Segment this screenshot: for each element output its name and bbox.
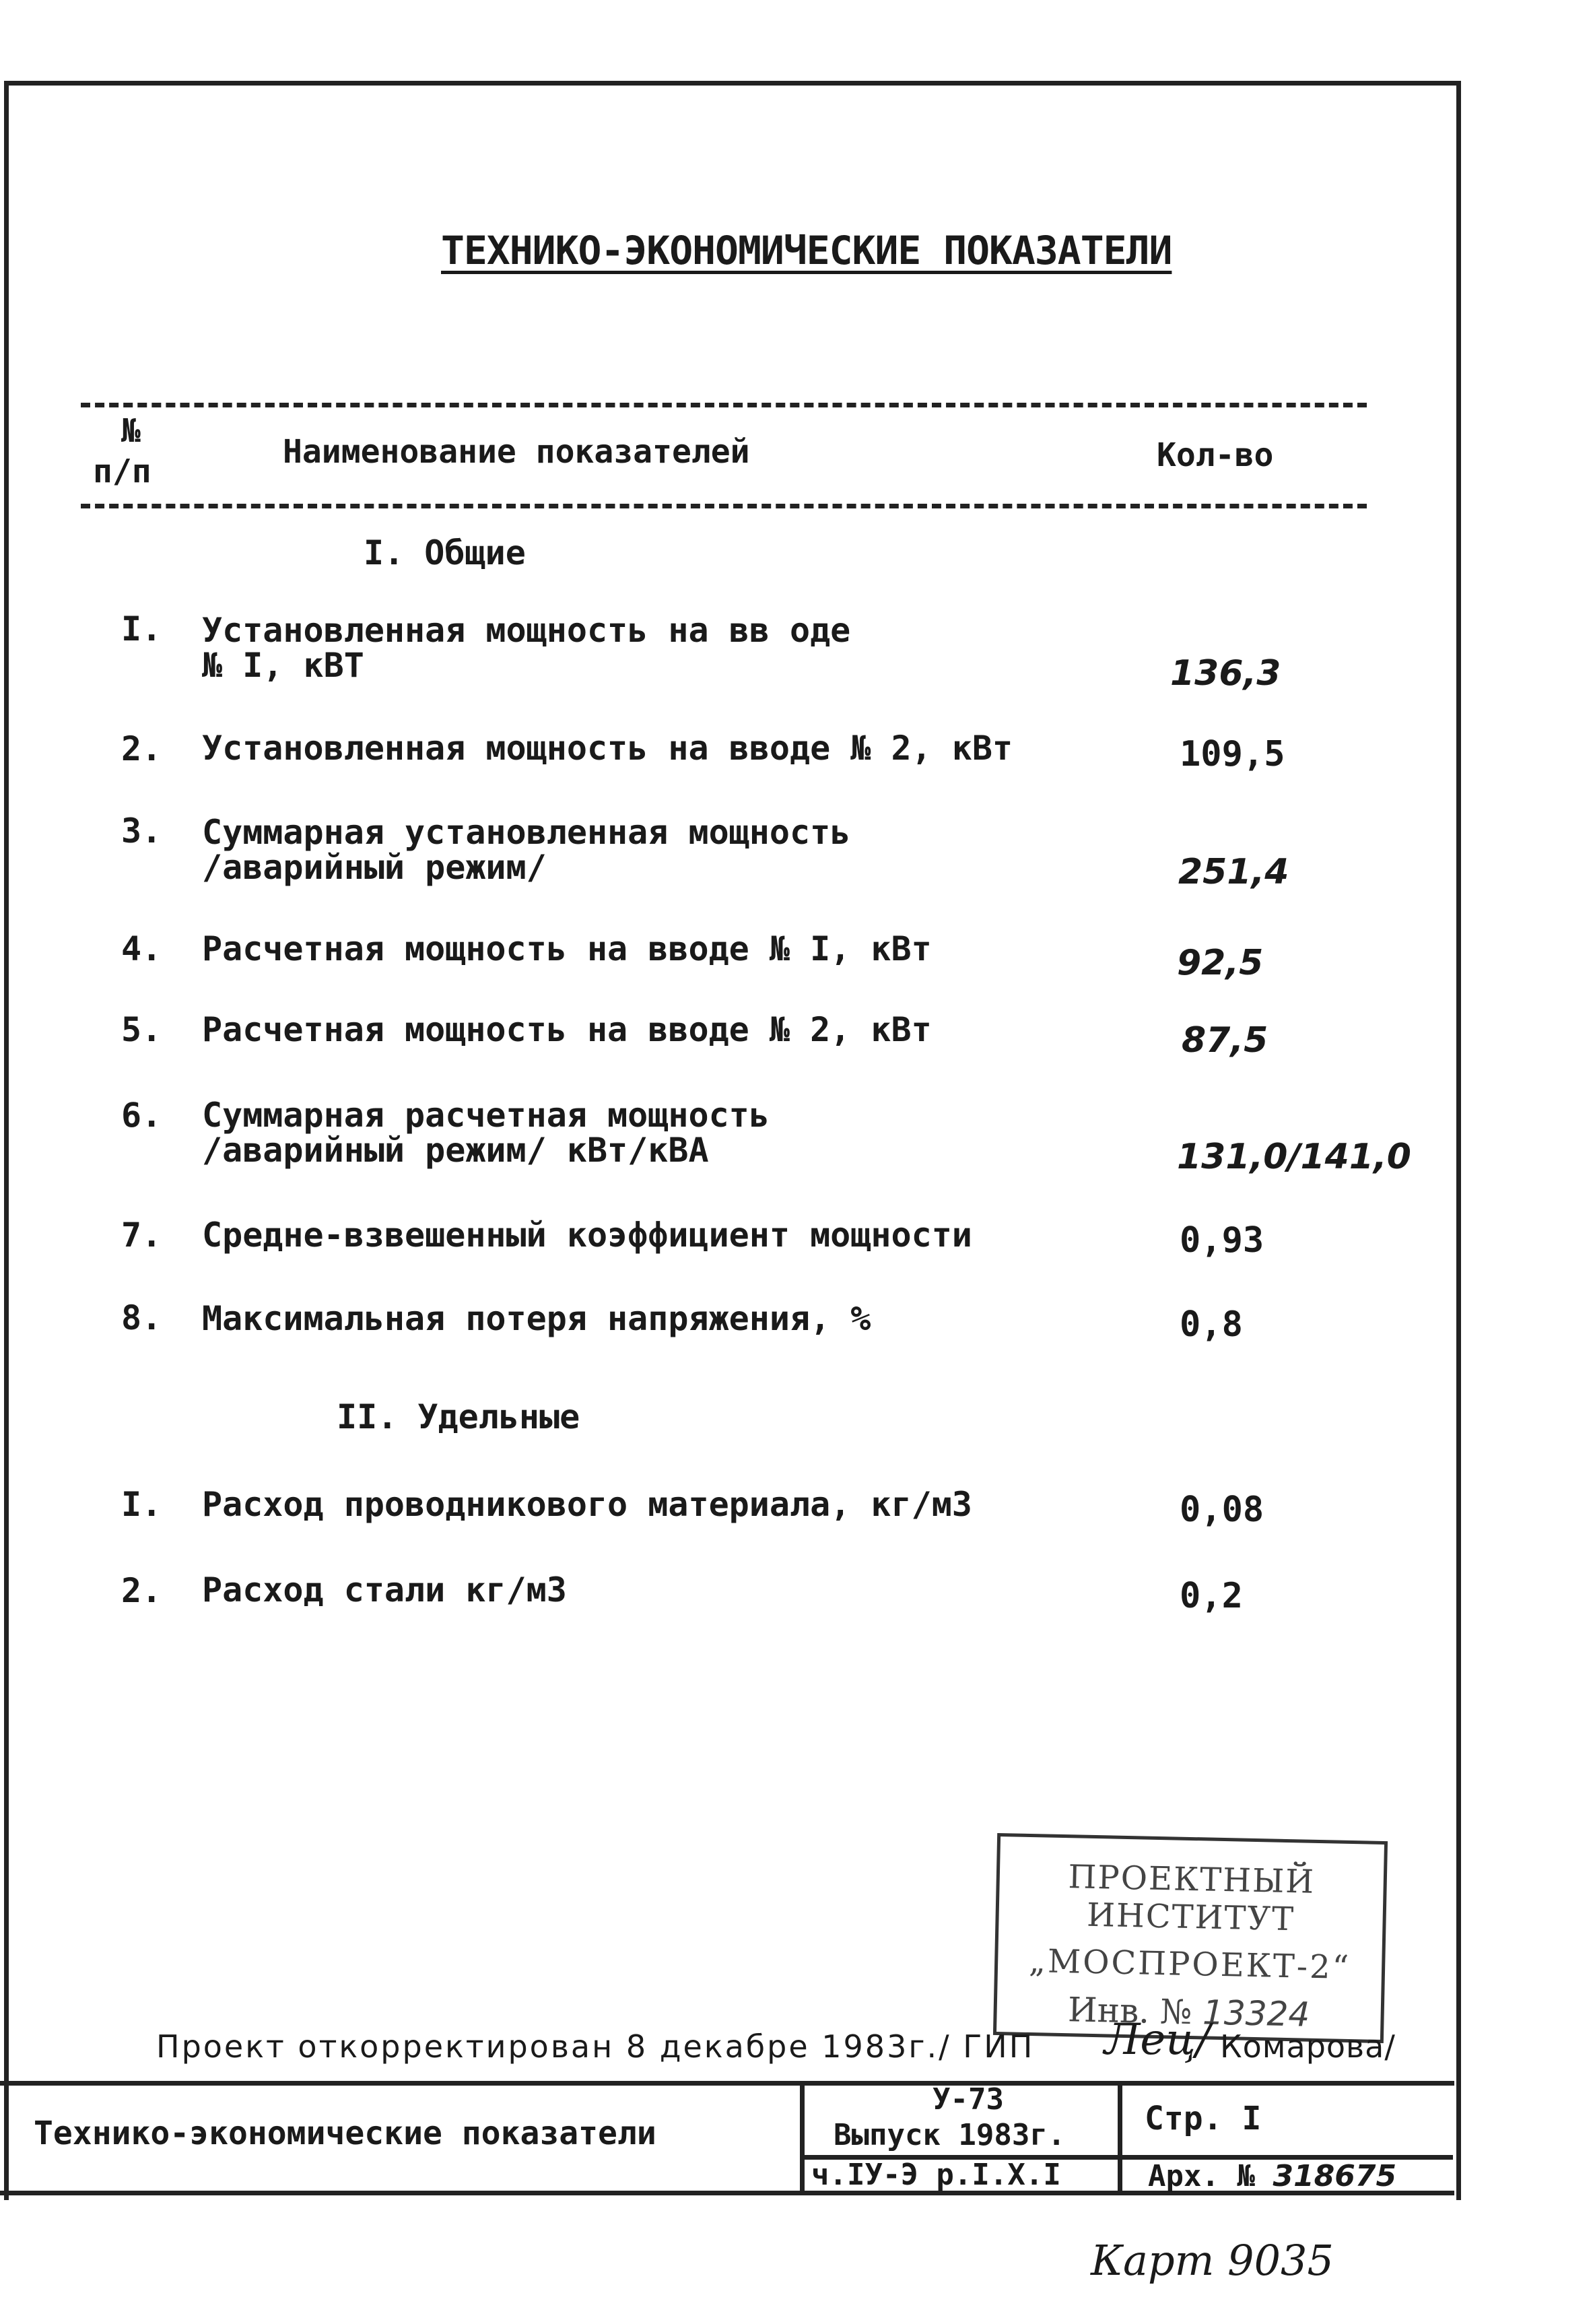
- institute-stamp: [993, 1833, 1388, 2043]
- title-block-doc-name: Технико-экономические показатели: [34, 2115, 656, 2152]
- row-name: Средне-взвешенный коэффициент мощности: [202, 1216, 972, 1255]
- row-name: Расход проводникового материала, кг/м3: [202, 1485, 972, 1524]
- title-block-divider-2: [1118, 2084, 1122, 2195]
- stamp-organization: „МОСПРОЕКТ-2“: [1028, 1941, 1351, 1987]
- row-number: 2.: [121, 729, 162, 768]
- row-number: 5.: [121, 1010, 162, 1049]
- row-value: 109,5: [1180, 734, 1285, 774]
- correction-note: Проект откорректирован 8 декабре 1983г./ ГИП: [156, 2028, 1035, 2065]
- row-name: Суммарная установленная мощность /аварийный режим/: [202, 813, 851, 887]
- row-value: 251,4: [1178, 852, 1289, 892]
- header-num-label: п/п: [93, 453, 151, 490]
- header-name-column: Наименование показателей: [283, 433, 750, 471]
- stamp-inventory-label: Инв. №: [1067, 1990, 1192, 2032]
- section-title-specific: II. Удельные: [337, 1397, 580, 1436]
- archive-label: Арх. №: [1148, 2159, 1255, 2193]
- row-name: Суммарная расчетная мощность /аварийный режим/ кВт/кВА: [202, 1096, 770, 1170]
- header-num-symbol: №: [121, 412, 141, 450]
- row-name: Расход стали кг/м3: [202, 1570, 567, 1609]
- row-value: 92,5: [1177, 943, 1264, 983]
- row-value: 131,0/141,0: [1177, 1137, 1411, 1177]
- row-number: 7.: [121, 1216, 162, 1255]
- row-name: Установленная мощность на вводе № 2, кВт: [202, 729, 1013, 768]
- row-number: 2.: [121, 1571, 162, 1610]
- row-value: 87,5: [1182, 1020, 1268, 1061]
- row-number: I.: [121, 1485, 162, 1524]
- row-number: 8.: [121, 1298, 162, 1337]
- stamp-inventory-number: 13324: [1202, 1993, 1310, 2034]
- document-title: ТЕХНИКО-ЭКОНОМИЧЕСКИЕ ПОКАЗАТЕЛИ: [441, 228, 1172, 273]
- archive-number: 318675: [1273, 2159, 1397, 2193]
- row-number: 3.: [121, 811, 162, 851]
- row-value: 136,3: [1170, 653, 1281, 694]
- signer-name: Комарова/: [1220, 2028, 1396, 2065]
- signature: Лец/: [1104, 2015, 1211, 2065]
- title-block-divider-1: [800, 2084, 805, 2195]
- row-name: Расчетная мощность на вводе № I, кВт: [202, 929, 932, 968]
- title-block-code: У-73: [933, 2082, 1004, 2117]
- row-value: 0,8: [1180, 1304, 1243, 1345]
- row-value: 0,08: [1180, 1490, 1264, 1530]
- row-number: 4.: [121, 929, 162, 968]
- header-bottom-rule: [81, 504, 1367, 508]
- row-number: 6.: [121, 1096, 162, 1135]
- title-block-archive: [1148, 2159, 1396, 2193]
- row-value: 0,93: [1180, 1220, 1264, 1261]
- row-name: Установленная мощность на вв оде № I, кВТ: [202, 611, 851, 685]
- title-block-issue: Выпуск 1983г.: [834, 2118, 1066, 2152]
- header-top-rule: [81, 403, 1367, 407]
- footer-note: Карт 9035: [1091, 2236, 1334, 2285]
- title-block-page: Стр. I: [1145, 2100, 1262, 2137]
- header-qty-column: Кол-во: [1157, 436, 1274, 474]
- section-title-general: I. Общие: [364, 533, 526, 572]
- title-block-top-rule: [0, 2081, 1454, 2086]
- title-block-part: ч.IУ-Э р.I.Х.I: [811, 2158, 1061, 2192]
- row-number: I.: [121, 609, 162, 649]
- stamp-institute-line: ПРОЕКТНЫЙ ИНСТИТУТ: [1067, 1858, 1316, 1939]
- row-value: 0,2: [1180, 1576, 1243, 1616]
- row-name: Максимальная потеря напряжения, %: [202, 1299, 871, 1338]
- row-name: Расчетная мощность на вводе № 2, кВт: [202, 1010, 932, 1049]
